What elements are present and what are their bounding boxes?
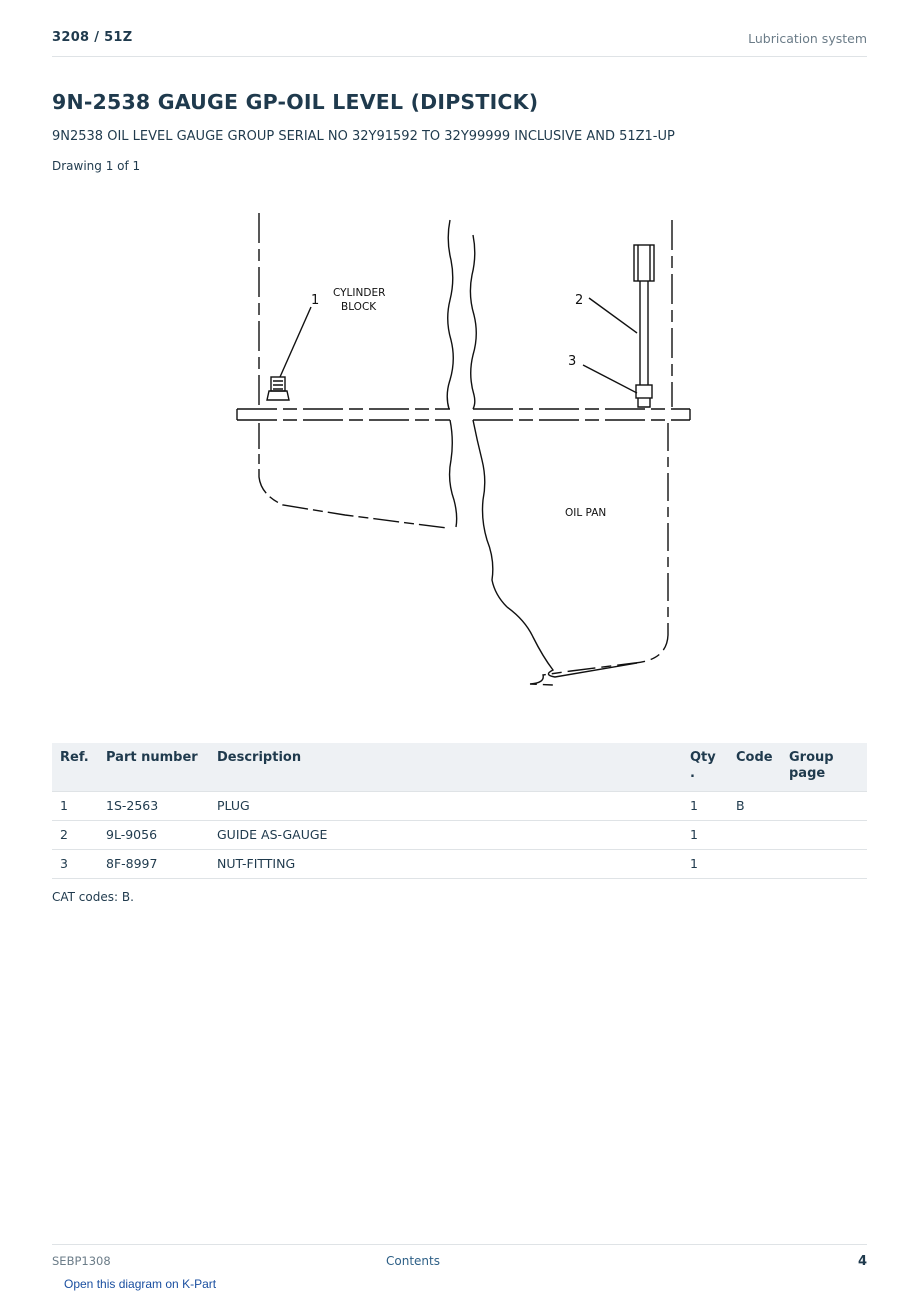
oil-pan-left-contour	[259, 423, 447, 528]
callout-3: 3	[568, 354, 577, 369]
break-line-left	[447, 220, 456, 527]
oil-pan-sump	[507, 607, 637, 677]
cylinder-label: CYLINDER	[333, 287, 386, 299]
page-header	[52, 28, 867, 57]
col-ref: Ref.	[52, 743, 98, 792]
col-part-number: Part number	[98, 743, 209, 792]
plug-part	[267, 377, 289, 400]
row-ref: 2	[52, 821, 98, 850]
parts-table	[52, 743, 867, 879]
oil-pan-right-contour	[530, 423, 668, 685]
table-row	[52, 850, 867, 879]
table-row	[52, 792, 867, 821]
row-part-number: 1S-2563	[98, 792, 209, 821]
break-line-right	[470, 235, 507, 607]
row-group-page	[781, 821, 867, 850]
row-group-page	[781, 850, 867, 879]
page-number: 4	[857, 1254, 867, 1269]
pan-flange-ends	[237, 409, 690, 420]
contents-link[interactable]: Contents	[386, 1254, 440, 1268]
callout-1: 1	[311, 293, 320, 308]
row-qty: 1	[682, 792, 728, 821]
row-code: B	[728, 792, 781, 821]
row-description: NUT-FITTING	[209, 850, 682, 879]
open-kpart-link[interactable]: Open this diagram on K-Part	[64, 1277, 217, 1291]
col-group-line2: page	[789, 766, 826, 781]
document-id: SEBP1308	[52, 1254, 111, 1268]
row-description: PLUG	[209, 792, 682, 821]
table-header-row	[52, 743, 867, 792]
leader-line-3	[583, 365, 637, 393]
section-name: Lubrication system	[748, 31, 867, 46]
row-group-page	[781, 792, 867, 821]
col-qty-line2: .	[690, 766, 695, 781]
table-row	[52, 821, 867, 850]
col-group-page	[781, 743, 867, 792]
col-qty-line1: Qty	[690, 750, 716, 765]
cat-codes-note: CAT codes: B.	[52, 890, 134, 904]
oil-pan-label: OIL PAN	[565, 507, 607, 519]
row-code	[728, 850, 781, 879]
page-footer	[52, 1244, 867, 1271]
leader-line-1	[280, 307, 311, 377]
row-code	[728, 821, 781, 850]
row-part-number: 9L-9056	[98, 821, 209, 850]
group-description: 9N2538 OIL LEVEL GAUGE GROUP SERIAL NO 32Y91592 TO 32Y99999 INCLUSIVE AND 51Z1-UP	[52, 129, 675, 144]
parts-diagram	[225, 195, 700, 700]
block-label: BLOCK	[341, 301, 377, 313]
row-qty: 1	[682, 850, 728, 879]
gauge-guide-part	[634, 245, 654, 407]
model-identifier: 3208 / 51Z	[52, 30, 133, 45]
leader-line-2	[589, 298, 637, 333]
col-code: Code	[728, 743, 781, 792]
drawing-count: Drawing 1 of 1	[52, 159, 141, 173]
callout-2: 2	[575, 293, 584, 308]
col-group-line1: Group	[789, 750, 834, 765]
page-title: 9N-2538 GAUGE GP-OIL LEVEL (DIPSTICK)	[52, 90, 539, 114]
row-part-number: 8F-8997	[98, 850, 209, 879]
col-qty	[682, 743, 728, 792]
col-description: Description	[209, 743, 682, 792]
row-ref: 3	[52, 850, 98, 879]
row-ref: 1	[52, 792, 98, 821]
row-description: GUIDE AS-GAUGE	[209, 821, 682, 850]
row-qty: 1	[682, 821, 728, 850]
